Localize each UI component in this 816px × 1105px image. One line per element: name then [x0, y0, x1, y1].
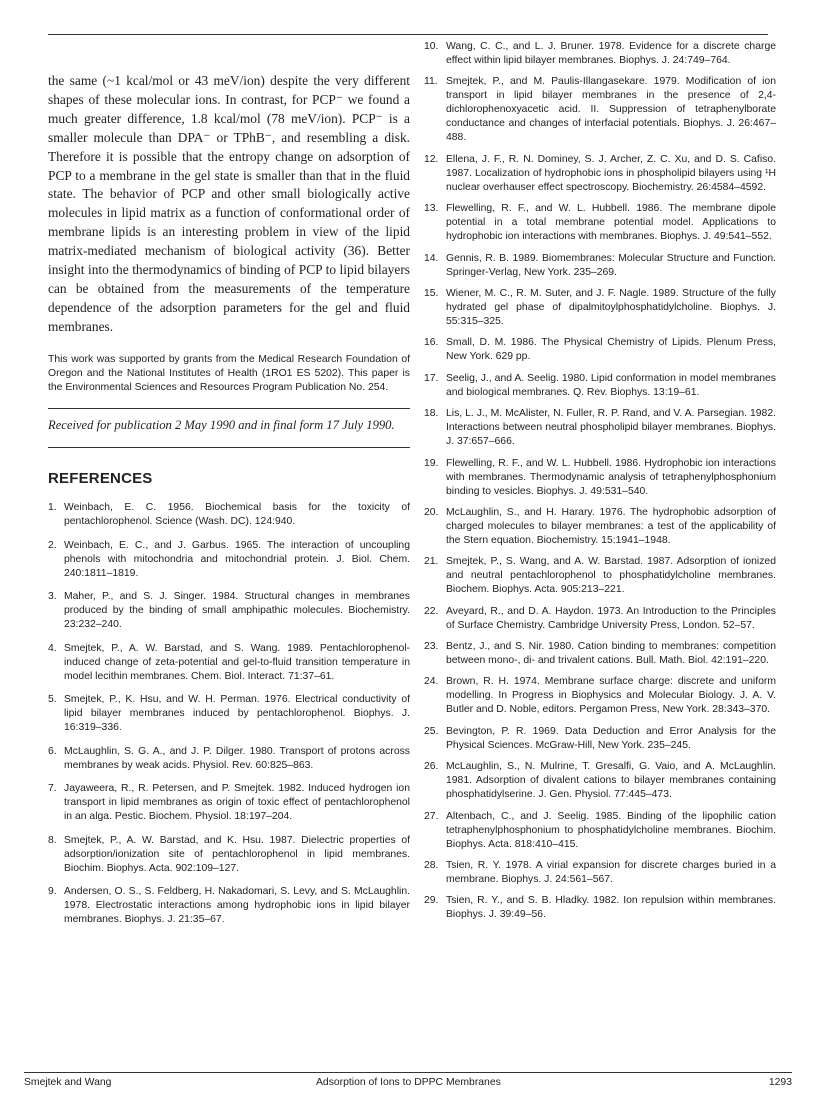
reference-number: 16.	[424, 337, 439, 349]
reference-item	[424, 252, 776, 280]
reference-text: Smejtek, P., and M. Paulis-Illangasekare. 1979. Modification of ion transport in lipid bilayer membranes in the presence of 2,4-dichlorophenoxyacetic acid. II. Suppression of tetraphenylborate conductance and changes of interfacial potentials. Biophys. J. 26:467–488.	[446, 76, 776, 144]
reference-item	[48, 834, 410, 876]
reference-item	[424, 153, 776, 195]
reference-text: Wiener, M. C., R. M. Suter, and J. F. Nagle. 1989. Structure of the fully hydrated gel phase of dipalmitoylphosphatidylcholine. Biophys. J. 55:315–325.	[446, 287, 776, 327]
reference-item	[424, 457, 776, 499]
reference-item	[48, 590, 410, 632]
reference-text: Flewelling, R. F., and W. L. Hubbell. 1986. Hydrophobic ion interactions with membranes. Thermodynamic analysis of tetraphenylphosphonium binding to vesicles. Biophys. J. 49:531–540.	[446, 457, 776, 497]
reference-text: Ellena, J. F., R. N. Dominey, S. J. Archer, Z. C. Xu, and D. S. Cafiso. 1987. Localization of hydrophobic ions in phospholipid bilayers using ¹H nuclear overhauser effect spectroscopy. Biochemistry. 26:4584–4592.	[446, 153, 776, 193]
reference-text: Lis, L. J., M. McAlister, N. Fuller, R. P. Rand, and V. A. Parsegian. 1982. Interactions between neutral phospholipid bilayer membranes. Biophys. J. 37:657–666.	[446, 408, 776, 448]
reference-text: Maher, P., and S. J. Singer. 1984. Structural changes in membranes produced by the binding of small amphipathic molecules. Biochemistry. 23:232–240.	[64, 591, 410, 631]
left-column	[48, 72, 410, 937]
received-note: Received for publication 2 May 1990 and in final form 17 July 1990.	[48, 418, 395, 433]
reference-item	[424, 640, 776, 668]
reference-number: 21.	[424, 556, 439, 568]
reference-item	[424, 506, 776, 548]
acknowledgement: This work was supported by grants from the Medical Research Foundation of Oregon and the National Institutes of Health (1RO1 ES 5202). This paper is the Environmental Sciences and Resources Program Publication No. 254.	[48, 353, 410, 394]
reference-item	[48, 782, 410, 824]
references-heading: REFERENCES	[48, 470, 153, 488]
reference-number: 14.	[424, 252, 439, 264]
reference-item	[48, 745, 410, 773]
reference-number: 29.	[424, 895, 439, 907]
reference-text: Altenbach, C., and J. Seelig. 1985. Binding of the lipophilic cation tetraphenylphosphonium to phosphatidylcholine membranes. Biochim. Biophys. Acta. 818:410–415.	[446, 810, 776, 850]
reference-text: Tsien, R. Y. 1978. A virial expansion for discrete charges buried in a membrane. Biophys. J. 24:561–567.	[446, 860, 776, 886]
right-column	[424, 40, 776, 930]
reference-number: 27.	[424, 810, 439, 822]
reference-text: Jayaweera, R., R. Petersen, and P. Smejtek. 1982. Induced hydrogen ion transport in lipid membranes as origin of toxic effect of pentachlorophenol in an alga. Pestic. Biochem. Physiol. 18:197–204.	[64, 783, 410, 823]
reference-text: Bevington, P. R. 1969. Data Deduction and Error Analysis for the Physical Sciences. McGraw-Hill, New York. 235–245.	[446, 725, 776, 751]
reference-text: McLaughlin, S. G. A., and J. P. Dilger. 1980. Transport of protons across membranes by weak acids. Physiol. Rev. 60:825–863.	[64, 745, 410, 771]
reference-number: 3.	[48, 591, 57, 603]
reference-item	[424, 859, 776, 887]
reference-item	[424, 40, 776, 68]
reference-text: McLaughlin, S., N. Mulrine, T. Gresalfi, G. Vaio, and A. McLaughlin. 1981. Adsorption of divalent cations to bilayer membranes containing phosphatidylserine. J. Gen. Physiol. 77:445–473.	[446, 761, 776, 801]
reference-number: 25.	[424, 725, 439, 737]
reference-text: Smejtek, P., A. W. Barstad, and S. Wang. 1989. Pentachlorophenol-induced change of zeta-potential and gel-to-fluid transition temperature in model lecithin membranes. Chem. Biol. Interact. 71:37–61.	[64, 642, 410, 682]
reference-number: 26.	[424, 761, 439, 773]
reference-item	[424, 760, 776, 802]
reference-text: Gennis, R. B. 1989. Biomembranes: Molecular Structure and Function. Springer-Verlag, New York. 235–269.	[446, 252, 776, 278]
reference-item	[424, 555, 776, 597]
reference-text: Weinbach, E. C. 1956. Biochemical basis for the toxicity of pentachlorophenol. Science (Wash. DC). 124:940.	[64, 502, 410, 528]
footer-running-title: Adsorption of Ions to DPPC Membranes	[316, 1077, 501, 1088]
reference-number: 28.	[424, 860, 439, 872]
reference-item	[48, 693, 410, 735]
reference-text: Andersen, O. S., S. Feldberg, H. Nakadomari, S. Levy, and S. McLaughlin. 1978. Electrostatic interactions among hydrophobic ions in lipid bilayer membranes. Biophys. J. 21:35–67.	[64, 886, 410, 926]
reference-number: 11.	[424, 76, 438, 88]
reference-text: Wang, C. C., and L. J. Bruner. 1978. Evidence for a discrete charge effect within lipid bilayer membranes. Biophys. J. 24:749–764.	[446, 41, 776, 66]
reference-number: 17.	[424, 372, 439, 384]
reference-text: Seelig, J., and A. Seelig. 1980. Lipid conformation in model membranes and biological membranes. Q. Rev. Biophys. 13:19–61.	[446, 372, 776, 398]
reference-number: 9.	[48, 886, 57, 898]
reference-item	[424, 407, 776, 449]
reference-number: 12.	[424, 153, 439, 165]
reference-text: Weinbach, E. C., and J. Garbus. 1965. The interaction of uncoupling phenols with mitochondria and mitochondrial protein. J. Biol. Chem. 240:1811–1819.	[64, 539, 410, 579]
divider	[48, 408, 410, 409]
reference-item	[424, 372, 776, 400]
reference-number: 22.	[424, 605, 439, 617]
reference-text: Smejtek, P., S. Wang, and A. W. Barstad. 1987. Adsorption of ionized and neutral pentachlorophenol to phosphatidylcholine membranes. Biochem. Biophys. Acta. 905:213–221.	[446, 556, 776, 596]
reference-number: 10.	[424, 41, 439, 52]
reference-text: Small, D. M. 1986. The Physical Chemistry of Lipids. Plenum Press, New York. 629 pp.	[446, 337, 776, 363]
reference-number: 19.	[424, 457, 439, 469]
references-list-right	[424, 40, 776, 922]
reference-number: 2.	[48, 539, 57, 551]
reference-number: 13.	[424, 203, 439, 215]
reference-number: 5.	[48, 694, 57, 706]
reference-text: Aveyard, R., and D. A. Haydon. 1973. An Introduction to the Principles of Surface Chemistry. Cambridge University Press, London. 52–57.	[446, 605, 776, 631]
reference-text: Tsien, R. Y., and S. B. Hladky. 1982. Ion repulsion within membranes. Biophys. J. 39:49–56.	[446, 895, 776, 921]
footer-page-number: 1293	[768, 1077, 792, 1088]
reference-item	[424, 287, 776, 329]
reference-number: 20.	[424, 506, 439, 518]
reference-text: Brown, R. H. 1974. Membrane surface charge: discrete and uniform modelling. In Progress in Biophysics and Molecular Biology. J. A. V. Butler and D. Noble, editors. Pergamon Press, New York. 28:343–370.	[446, 676, 776, 716]
reference-item	[424, 75, 776, 145]
references-list-left	[48, 501, 410, 927]
reference-item	[424, 725, 776, 753]
reference-text: Smejtek, P., K. Hsu, and W. H. Perman. 1976. Electrical conductivity of lipid bilayer membranes induced by pentachlorophenol. Biophys. J. 16:319–336.	[64, 694, 410, 734]
reference-item	[424, 605, 776, 633]
reference-number: 7.	[48, 783, 57, 795]
reference-number: 23.	[424, 641, 439, 653]
reference-item	[424, 894, 776, 922]
reference-number: 18.	[424, 408, 439, 420]
reference-item	[424, 675, 776, 717]
reference-number: 15.	[424, 287, 439, 299]
reference-number: 24.	[424, 676, 439, 688]
reference-text: McLaughlin, S., and H. Harary. 1976. The hydrophobic adsorption of charged molecules to bilayer membranes: a test of the applicability of the Stern equation. Biochemistry. 15:1941–1948.	[446, 506, 776, 546]
footer-rule	[24, 1072, 792, 1073]
reference-item	[48, 885, 410, 927]
footer-authors: Smejtek and Wang	[24, 1077, 112, 1088]
reference-number: 8.	[48, 834, 57, 846]
top-rule	[48, 34, 768, 35]
reference-number: 4.	[48, 642, 57, 654]
reference-text: Smejtek, P., A. W. Barstad, and K. Hsu. 1987. Dielectric properties of adsorption/ionization site of pentachlorophenol in lipid membranes. Biochim. Biophys. Acta. 902:109–127.	[64, 834, 410, 874]
reference-item	[424, 810, 776, 852]
reference-number: 6.	[48, 745, 57, 757]
reference-number: 1.	[48, 502, 57, 514]
reference-item	[48, 501, 410, 529]
reference-text: Flewelling, R. F., and W. L. Hubbell. 1986. The membrane dipole potential in a total membrane potential model. Applications to hydrophobic ion interactions with membranes. Biophys. J. 49:541–552.	[446, 203, 776, 243]
reference-item	[48, 642, 410, 684]
reference-item	[48, 539, 410, 581]
reference-item	[424, 336, 776, 364]
reference-item	[424, 202, 776, 244]
reference-text: Bentz, J., and S. Nir. 1980. Cation binding to membranes: competition between mono-, di- and trivalent cations. Bull. Math. Biol. 42:191–220.	[446, 641, 776, 667]
body-paragraph: the same (~1 kcal/mol or 43 meV/ion) despite the very different shapes of these molecular ions. In contrast, for PCP⁻ we found a much greater difference, 1.8 kcal/mol (78 meV/ion). PCP⁻ is a smaller molecule than DPA⁻ or TPhB⁻, and resembling a disk. Therefore it is possible that the entropy change on adsorption of PCP to a membrane in the gel state is smaller than that in the fluid state. The behavior of PCP and other small biologically active molecules in lipid matrix as a function of conformational order of membrane lipids is an interesting problem in view of the lipid matrix-mediated mechanism of biological activity (36). Better insight into the thermodynamics of binding of PCP to lipid bilayers can be obtained from the measurements of the temperature dependence of the adsorption parameters for the gel and fluid membranes.	[48, 73, 410, 334]
divider	[48, 447, 410, 448]
